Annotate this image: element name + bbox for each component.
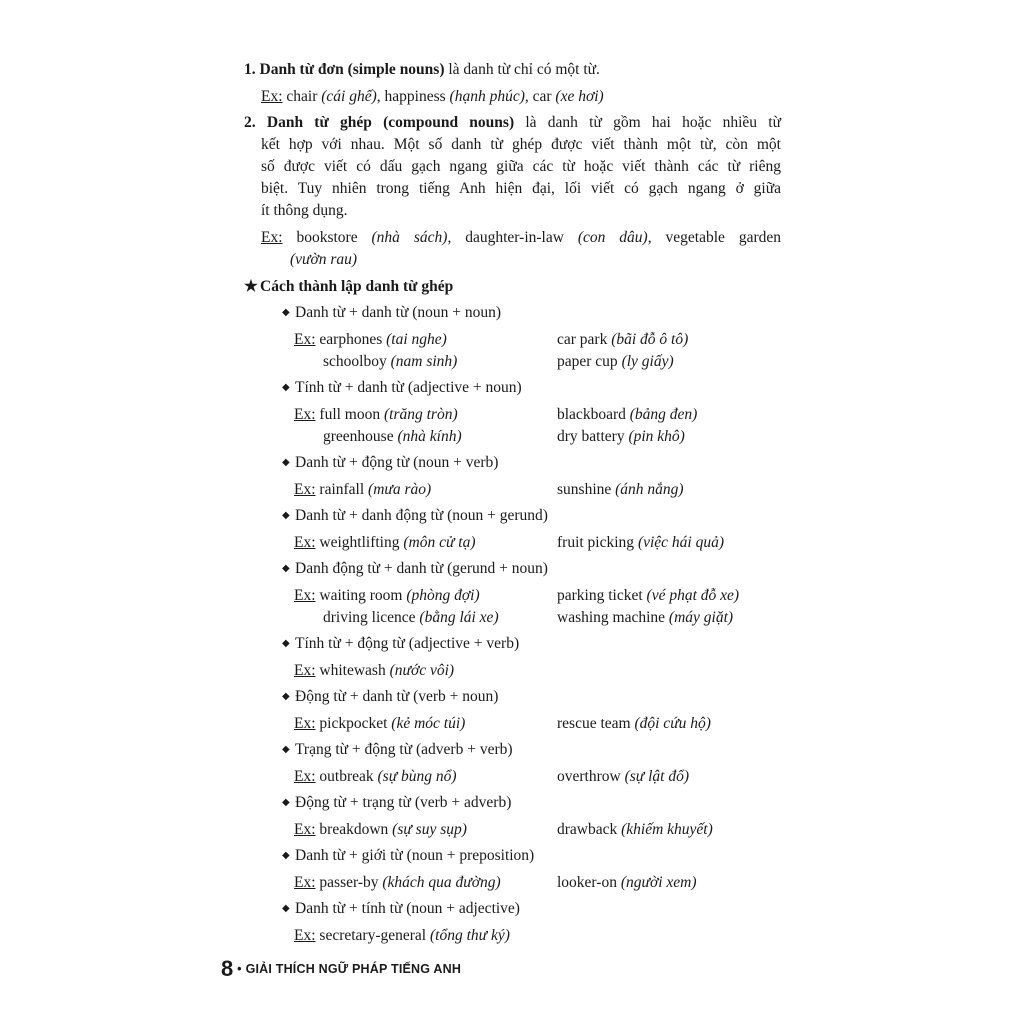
example-translation: (ly giấy) (621, 353, 674, 370)
example-translation: (nam sinh) (390, 353, 458, 370)
example-word: washing machine (557, 609, 666, 626)
example-translation: (khách qua đường) (382, 874, 501, 891)
section-1-heading (244, 60, 600, 80)
diamond-bullet-icon: ◆ (282, 744, 290, 755)
group-heading (282, 506, 548, 526)
example-item (557, 608, 733, 628)
example-item (294, 533, 476, 553)
group-heading (282, 687, 498, 707)
example-item (323, 427, 462, 447)
example-translation: (tai nghe) (386, 331, 447, 348)
example-translation: (khiếm khuyết) (621, 821, 713, 838)
example-translation: (đội cứu hộ) (634, 715, 711, 732)
example-translation: (bằng lái xe) (419, 609, 499, 626)
group-heading (282, 899, 520, 919)
section-1-title: Danh từ đơn (simple nouns) (259, 61, 445, 78)
example-translation: (sự lật đổ) (624, 768, 689, 785)
diamond-bullet-icon: ◆ (282, 797, 290, 808)
diamond-bullet-icon: ◆ (282, 691, 290, 702)
diamond-bullet-icon: ◆ (282, 638, 290, 649)
example-word: parking ticket (557, 587, 643, 604)
section-2-example: Ex: bookstore (nhà sách), daughter-in-law (con dâu), vegetable garden (261, 229, 781, 246)
example-translation: (pin khô) (628, 428, 685, 445)
section-2-line: số được viết có dấu gạch ngang giữa các từ hoặc viết thành các từ riêng (261, 158, 781, 175)
example-word: secretary-general (319, 927, 427, 944)
group-heading-text: Danh từ + danh từ (noun + noun) (295, 304, 502, 321)
diamond-bullet-icon: ◆ (282, 382, 290, 393)
example-word: chair (286, 88, 318, 105)
group-heading (282, 793, 511, 813)
ex-label: Ex: (294, 587, 316, 604)
footer-separator: • (237, 962, 242, 976)
book-title: GIẢI THÍCH NGỮ PHÁP TIẾNG ANH (245, 962, 462, 976)
example-item (294, 405, 458, 425)
example-translation: (nhà sách) (371, 229, 448, 246)
example-translation: (phòng đợi) (406, 587, 480, 604)
example-item (557, 352, 674, 372)
section-2-line: kết hợp với nhau. Một số danh từ ghép được viết thành một từ, còn một (261, 136, 781, 153)
ex-label: Ex: (294, 715, 316, 732)
group-heading (282, 303, 501, 323)
example-translation: (nước vôi) (389, 662, 455, 679)
example-item (294, 873, 501, 893)
example-item (294, 714, 465, 734)
example-item (294, 330, 447, 350)
example-word: weightlifting (319, 534, 400, 551)
example-word: overthrow (557, 768, 621, 785)
example-word: bookstore (296, 229, 358, 246)
example-translation: (trăng tròn) (384, 406, 458, 423)
example-item (294, 767, 457, 787)
example-translation: (sự bùng nổ) (377, 768, 457, 785)
example-item (557, 586, 739, 606)
example-word: car (532, 88, 552, 105)
example-word: vegetable garden (665, 229, 781, 246)
example-item (557, 767, 689, 787)
example-item (294, 480, 431, 500)
ex-label: Ex: (261, 229, 283, 246)
example-word: pickpocket (319, 715, 388, 732)
diamond-bullet-icon: ◆ (282, 457, 290, 468)
example-word: paper cup (557, 353, 618, 370)
section-1-text: là danh từ chỉ có một từ. (444, 61, 600, 78)
section-2-line: biệt. Tuy nhiên trong tiếng Anh hiện đại, lối viết có gạch ngang ở giữa (261, 180, 781, 197)
example-translation: (máy giặt) (668, 609, 734, 626)
group-heading-text: Động từ + danh từ (verb + noun) (295, 688, 499, 705)
diamond-bullet-icon: ◆ (282, 850, 290, 861)
group-heading (282, 559, 548, 579)
group-heading (282, 634, 519, 654)
group-heading (282, 378, 522, 398)
example-word: rainfall (319, 481, 365, 498)
example-item (294, 820, 467, 840)
example-translation: (bãi đỗ ô tô) (611, 331, 689, 348)
ex-label: Ex: (294, 874, 316, 891)
page-footer (221, 956, 461, 985)
example-word: drawback (557, 821, 618, 838)
group-heading-text: Tính từ + danh từ (adjective + noun) (295, 379, 522, 396)
diamond-bullet-icon: ◆ (282, 307, 290, 318)
star-icon: ★ (244, 278, 258, 295)
example-word: looker-on (557, 874, 617, 891)
diamond-bullet-icon: ◆ (282, 510, 290, 521)
formation-heading (244, 277, 453, 297)
diamond-bullet-icon: ◆ (282, 563, 290, 574)
section-2-heading (244, 113, 781, 133)
example-translation: (vé phạt đỗ xe) (646, 587, 740, 604)
example-word: earphones (319, 331, 383, 348)
example-item (323, 608, 499, 628)
example-translation: (bảng đen) (629, 406, 698, 423)
example-translation: (môn cử tạ) (403, 534, 476, 551)
example-item (557, 427, 685, 447)
group-heading-text: Trạng từ + động từ (adverb + verb) (295, 741, 513, 758)
section-2-line: ít thông dụng. (261, 202, 348, 219)
ex-label: Ex: (294, 768, 316, 785)
example-translation: (vườn rau) (290, 251, 358, 268)
example-translation: (kẻ móc túi) (391, 715, 466, 732)
group-heading-text: Động từ + trạng từ (verb + adverb) (295, 794, 512, 811)
example-translation: (sự suy sụp) (392, 821, 467, 838)
ex-label: Ex: (294, 481, 316, 498)
example-word: passer-by (319, 874, 379, 891)
example-word: car park (557, 331, 608, 348)
example-item (557, 405, 697, 425)
group-heading-text: Danh động từ + danh từ (gerund + noun) (295, 560, 548, 577)
group-heading-text: Danh từ + tính từ (noun + adjective) (295, 900, 520, 917)
example-item (557, 533, 724, 553)
ex-label: Ex: (294, 821, 316, 838)
section-1-example: Ex: chair (cái ghế), happiness (hạnh phúc), car (xe hơi) (261, 88, 604, 105)
group-heading-text: Danh từ + giới từ (noun + preposition) (295, 847, 535, 864)
example-item (294, 586, 480, 606)
example-word: rescue team (557, 715, 631, 732)
example-word: whitewash (319, 662, 386, 679)
example-word: driving licence (323, 609, 416, 626)
section-2-number: 2. (244, 114, 256, 131)
example-word: schoolboy (323, 353, 387, 370)
example-item (557, 873, 697, 893)
example-translation: (việc hái quả) (637, 534, 725, 551)
group-heading (282, 740, 513, 760)
ex-label: Ex: (294, 927, 316, 944)
example-item (294, 661, 454, 681)
example-word: blackboard (557, 406, 626, 423)
example-item (557, 330, 688, 350)
ex-label: Ex: (294, 331, 316, 348)
ex-label: Ex: (294, 406, 316, 423)
diamond-bullet-icon: ◆ (282, 903, 290, 914)
group-heading-text: Danh từ + động từ (noun + verb) (295, 454, 499, 471)
formation-title: Cách thành lập danh từ ghép (260, 278, 454, 295)
section-2-text: là danh từ gồm hai hoặc nhiều từ (514, 114, 782, 131)
ex-label: Ex: (261, 88, 283, 105)
group-heading-text: Tính từ + động từ (adjective + verb) (295, 635, 520, 652)
example-word: breakdown (319, 821, 389, 838)
page-number: 8 (221, 956, 234, 981)
example-translation: (con dâu) (577, 229, 648, 246)
example-translation: (tổng thư ký) (429, 927, 510, 944)
example-item (323, 352, 457, 372)
group-heading-text: Danh từ + danh động từ (noun + gerund) (295, 507, 548, 524)
example-item (557, 820, 713, 840)
example-word: happiness (384, 88, 446, 105)
group-heading (282, 846, 534, 866)
ex-label: Ex: (294, 534, 316, 551)
example-translation: (hạnh phúc) (449, 88, 525, 105)
example-translation: (cái ghế) (321, 88, 377, 105)
group-heading (282, 453, 498, 473)
example-translation: (mưa rào) (368, 481, 432, 498)
section-2-title: Danh từ ghép (compound nouns) (266, 114, 515, 131)
example-translation: (nhà kính) (397, 428, 462, 445)
example-item (294, 926, 510, 946)
example-translation: (người xem) (620, 874, 697, 891)
example-word: dry battery (557, 428, 625, 445)
example-word: daughter-in-law (465, 229, 564, 246)
example-item (557, 480, 684, 500)
example-word: outbreak (319, 768, 374, 785)
example-word: waiting room (319, 587, 403, 604)
example-word: sunshine (557, 481, 612, 498)
example-translation: (ánh nắng) (615, 481, 684, 498)
example-word: full moon (319, 406, 381, 423)
example-translation: (xe hơi) (555, 88, 604, 105)
section-1-number: 1. (244, 61, 256, 78)
ex-label: Ex: (294, 662, 316, 679)
example-word: greenhouse (323, 428, 394, 445)
example-word: fruit picking (557, 534, 635, 551)
example-item (557, 714, 711, 734)
